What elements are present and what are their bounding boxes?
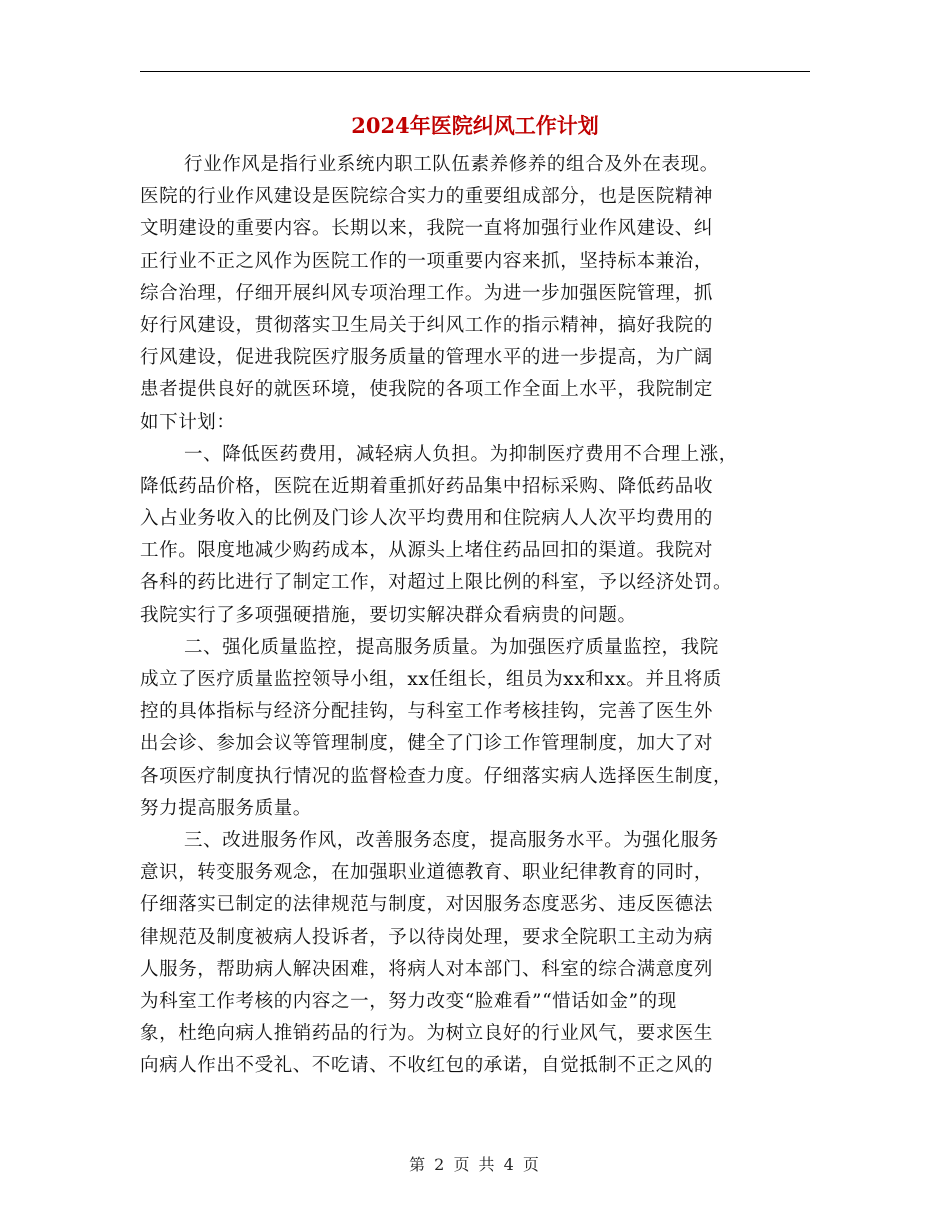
body-line: 人服务，帮助病人解决困难，将病人对本部门、科室的综合满意度列: [140, 958, 714, 980]
body-line: 医院的行业作风建设是医院综合实力的重要组成部分，也是医院精神: [140, 186, 714, 208]
document-body: [140, 149, 810, 1082]
body-line: 二、强化质量监控，提高服务质量。为加强医疗质量监控，我院: [184, 636, 719, 658]
body-line: 成立了医疗质量监控领导小组，xx任组长，组员为xx和xx。并且将质: [140, 669, 722, 690]
body-line: 患者提供良好的就医环境，使我院的各项工作全面上水平，我院制定: [140, 379, 714, 401]
body-line: 向病人作出不受礼、不吃请、不收红包的承诺，自觉抵制不正之风的: [140, 1055, 714, 1077]
body-line: 文明建设的重要内容。长期以来，我院一直将加强行业作风建设、纠: [140, 218, 714, 240]
body-line: 如下计划：: [140, 411, 236, 433]
body-line: 意识，转变服务观念，在加强职业道德教育、职业纪律教育的同时，: [140, 862, 714, 884]
body-line: 正行业不正之风作为医院工作的一项重要内容来抓，坚持标本兼治，: [140, 250, 714, 272]
body-line: 控的具体指标与经济分配挂钩，与科室工作考核挂钩，完善了医生外: [140, 701, 714, 723]
body-line: 行风建设，促进我院医疗服务质量的管理水平的进一步提高，为广阔: [140, 347, 714, 369]
body-line: 好行风建设，贯彻落实卫生局关于纠风工作的指示精神，搞好我院的: [140, 314, 714, 336]
body-line: 仔细落实已制定的法律规范与制度，对因服务态度恶劣、违反医德法: [140, 894, 714, 916]
page-footer: 第 2 页 共 4 页: [409, 1155, 541, 1174]
body-line: 行业作风是指行业系统内职工队伍素养修养的组合及外在表现。: [184, 154, 719, 175]
header-rule: [140, 71, 810, 72]
body-line: 为科室工作考核的内容之一，努力改变“脸难看”“惜话如金”的现: [140, 990, 677, 1012]
body-line: 各科的药比进行了制定工作，对超过上限比例的科室，予以经济处罚。: [140, 572, 733, 594]
body-line: 综合治理，仔细开展纠风专项治理工作。为进一步加强医院管理，抓: [140, 282, 714, 304]
body-line: 努力提高服务质量。: [140, 797, 312, 819]
body-line: 降低药品价格，医院在近期着重抓好药品集中招标采购、降低药品收: [140, 475, 714, 497]
body-line: 各项医疗制度执行情况的监督检查力度。仔细落实病人选择医生制度，: [140, 765, 733, 787]
document-title: 2024年医院纠风工作计划: [351, 113, 599, 138]
body-line: 律规范及制度被病人投诉者，予以待岗处理，要求全院职工主动为病: [140, 926, 714, 948]
body-line: 出会诊、参加会议等管理制度，健全了门诊工作管理制度，加大了对: [140, 733, 714, 755]
body-line: 一、降低医药费用，减轻病人负担。为抑制医疗费用不合理上涨，: [184, 443, 738, 465]
body-line: 入占业务收入的比例及门诊人次平均费用和住院病人人次平均费用的: [140, 508, 714, 530]
body-line: 象，杜绝向病人推销药品的行为。为树立良好的行业风气，要求医生: [140, 1023, 714, 1045]
body-line: 我院实行了多项强硬措施，要切实解决群众看病贵的问题。: [140, 604, 637, 626]
body-line: 三、改进服务作风，改善服务态度，提高服务水平。为强化服务: [184, 829, 719, 851]
body-line: 工作。限度地减少购药成本，从源头上堵住药品回扣的渠道。我院对: [140, 540, 714, 562]
